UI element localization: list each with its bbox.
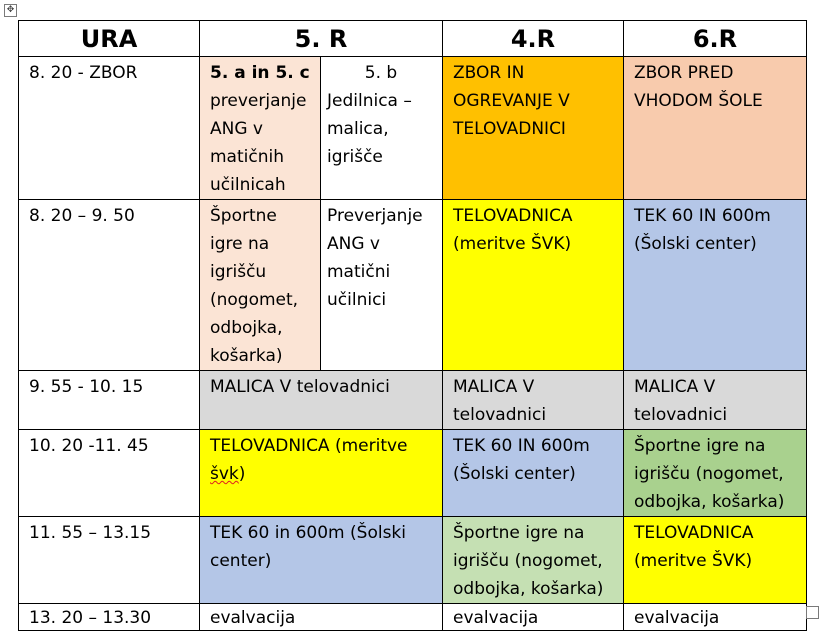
header-4r: 4.R: [443, 21, 624, 57]
cell-4r-snack: MALICA V telovadnici: [443, 371, 624, 430]
table-row: [19, 430, 807, 517]
cell-4r-block2: TEK 60 IN 600m (Šolski center): [443, 430, 624, 517]
cell-6r-block1: TEK 60 IN 600m (Šolski center): [624, 200, 807, 371]
table-resize-handle[interactable]: [806, 606, 819, 619]
cell-5r-snack: MALICA V telovadnici: [200, 371, 443, 430]
cell-5b-block1: Preverjanje ANG v matični učilnici: [321, 200, 443, 371]
cell-5b-assembly: [321, 57, 443, 200]
time-cell: 10. 20 -11. 45: [19, 430, 200, 517]
table-row: [19, 517, 807, 604]
cell-6r-block3: TELOVADNICA (meritve ŠVK): [624, 517, 807, 604]
cell-5r-block3: TEK 60 in 600m (Šolski center): [200, 517, 443, 604]
cell-5ac-assembly: [200, 57, 321, 200]
table-row: [19, 57, 807, 200]
cell-4r-block3: Športne igre na igrišču (nogomet, odbojka, košarka): [443, 517, 624, 604]
time-cell: 9. 55 - 10. 15: [19, 371, 200, 430]
cell-text: ): [238, 464, 246, 484]
header-6r: 6.R: [624, 21, 807, 57]
cell-5r-block2: [200, 430, 443, 517]
time-cell: 11. 55 – 13.15: [19, 517, 200, 604]
cell-6r-snack: MALICA V telovadnici: [624, 371, 807, 430]
header-ura: URA: [19, 21, 200, 57]
cell-4r-evaluation: evalvacija: [443, 604, 624, 631]
cell-title: 5. a in 5. c: [210, 63, 310, 83]
cell-6r-assembly: ZBOR PRED VHODOM ŠOLE: [624, 57, 807, 200]
cell-4r-assembly: ZBOR IN OGREVANJE V TELOVADNICI: [443, 57, 624, 200]
cell-5r-evaluation: evalvacija: [200, 604, 443, 631]
time-cell: 8. 20 - ZBOR: [19, 57, 200, 200]
table-row: [19, 200, 807, 371]
cell-text: preverjanje ANG v matičnih učilnicah: [210, 91, 307, 195]
header-row: [19, 21, 807, 57]
cell-text: TELOVADNICA (meritve: [210, 436, 408, 456]
table-row: [19, 371, 807, 430]
cell-6r-evaluation: evalvacija: [624, 604, 807, 631]
schedule-table: [18, 20, 807, 631]
cell-text: Jedilnica – malica, igrišče: [327, 91, 412, 167]
spellcheck-marked-word: švk: [210, 464, 239, 484]
table-row: [19, 604, 807, 631]
cell-title: 5. b: [364, 63, 398, 83]
time-cell: 8. 20 – 9. 50: [19, 200, 200, 371]
header-5r: 5. R: [200, 21, 443, 57]
time-cell: 13. 20 – 13.30: [19, 604, 200, 631]
cell-5ac-block1: Športne igre na igrišču (nogomet, odbojka, košarka): [200, 200, 321, 371]
cell-6r-block2: Športne igre na igrišču (nogomet, odbojka, košarka): [624, 430, 807, 517]
cell-4r-block1: TELOVADNICA (meritve ŠVK): [443, 200, 624, 371]
table-move-handle-icon[interactable]: ✥: [4, 4, 17, 17]
